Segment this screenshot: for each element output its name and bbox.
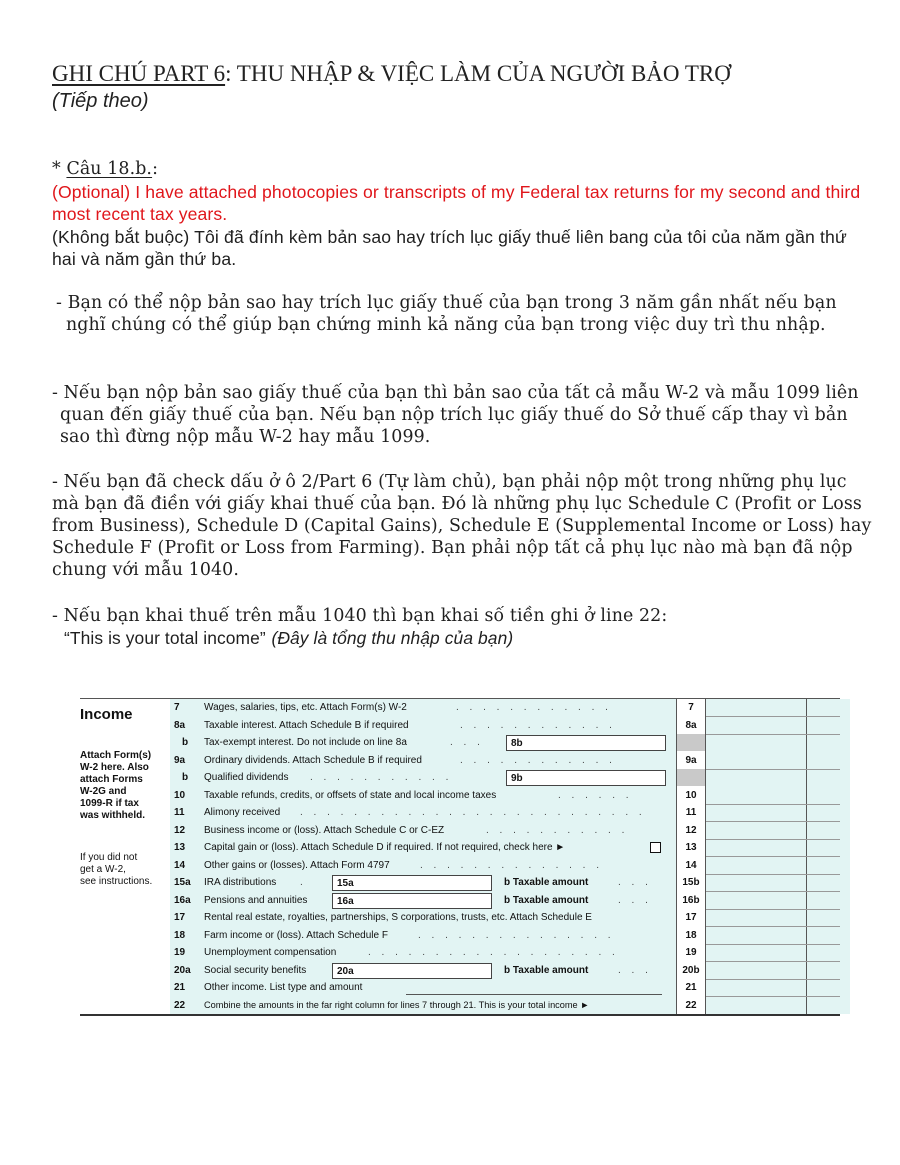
input-9b[interactable]: 9b: [506, 770, 666, 786]
income-heading: Income: [80, 706, 133, 723]
total-income-quote: “This is your total income”: [64, 628, 266, 648]
other-income-field[interactable]: [406, 994, 662, 995]
form-row-20: 20a Social security benefits 20a b Taxable amount . . . 20b: [170, 962, 840, 980]
form-row-17: 17 Rental real estate, royalties, partnerships, S corporations, trusts, etc. Attach Schedule E 17: [170, 909, 840, 927]
taxable-amount-label: b Taxable amount: [504, 894, 589, 906]
bullet-3: - Nếu bạn đã check dấu ở ô 2/Part 6 (Tự làm chủ), bạn phải nộp một trong những phụ lục mà bạn đã điền với giấy khai thuế của bạn. Đó là những phụ lục Schedule C (Profit or Loss from Business), Schedule D (Capital Gains), Schedule E (Supplemental Income or Loss) hay Schedule F (Profit or Loss from Farming). Bạn phải nộp tất cả phụ lục nào mà bạn đã nộp chung với mẫu 1040.: [52, 472, 872, 580]
title-rest: : THU NHẬP & VIỆC LÀM CỦA NGƯỜI BẢO TRỢ: [225, 61, 731, 86]
form-row-12: 12 Business income or (loss). Attach Schedule C or C-EZ . . . . . . . . . . . 12: [170, 822, 840, 840]
page-title: [52, 60, 872, 88]
form-row-19: 19 Unemployment compensation . . . . . . . . . . . . . . . . . . . 19: [170, 944, 840, 962]
form-1040-income-excerpt: [80, 698, 840, 1016]
total-income-translation: (Đây là tổng thu nhập của bạn): [271, 628, 514, 648]
vietnamese-statement: (Không bắt buộc) Tôi đã đính kèm bản sao hay trích lục giấy thuế liên bang của tôi của năm gần thứ hai và năm gần thứ ba.: [52, 227, 847, 269]
form-row-9b: b Qualified dividends . . . . . . . . . . . 9b: [170, 769, 840, 787]
form-row-22: 22 Combine the amounts in the far right column for lines 7 through 21. This is your total income ► 22: [174, 999, 697, 1011]
form-row-13: 13 Capital gain or (loss). Attach Schedule D if required. If not required, check here ► 13: [170, 839, 840, 857]
bullet-4: [52, 605, 867, 650]
section-label: * Câu 18.b.:: [52, 159, 159, 179]
form-row-14: 14 Other gains or (losses). Attach Form 4797 . . . . . . . . . . . . . . 14: [170, 857, 840, 875]
no-w2-note: If you did not get a W-2, see instructions.: [80, 852, 153, 887]
bullet-2: - Nếu bạn nộp bản sao giấy thuế của bạn thì bản sao của tất cả mẫu W-2 và mẫu 1099 liên quan đến giấy thuế của bạn. Nếu bạn nộp trích lục giấy thuế do Sở thuế cấp thay vì bản sao thì đừng nộp mẫu W-2 hay mẫu 1099.: [52, 383, 859, 447]
question-number: Câu 18.b.: [66, 159, 153, 179]
form-row-9a: 9a Ordinary dividends. Attach Schedule B if required . . . . . . . . . . . . 9a: [170, 752, 840, 770]
english-statement: (Optional) I have attached photocopies or transcripts of my Federal tax returns for my second and third most recent tax years.: [52, 182, 861, 224]
form-row-15: 15a IRA distributions . 15a b Taxable amount . . . 15b: [170, 874, 840, 892]
form-row-8b: b Tax-exempt interest. Do not include on line 8a . . . 8b: [170, 734, 840, 752]
form-row-10: 10 Taxable refunds, credits, or offsets of state and local income taxes . . . . . . 10: [170, 787, 840, 805]
capital-gain-checkbox[interactable]: [650, 842, 661, 853]
title-underlined: GHI CHÚ PART 6: [52, 61, 226, 86]
form-row-21: 21 Other income. List type and amount 21: [170, 979, 840, 997]
input-15a[interactable]: 15a: [332, 875, 492, 891]
page-subtitle: (Tiếp theo): [52, 90, 149, 112]
bullet-4-line: - Nếu bạn khai thuế trên mẫu 1040 thì bạn khai số tiền ghi ở line 22:: [52, 606, 668, 626]
form-row-11: 11 Alimony received . . . . . . . . . . . . . . . . . . . . . . . . . . 11: [170, 804, 840, 822]
attach-forms-note: Attach Form(s) W-2 here. Also attach Forms W-2G and 1099-R if tax was withheld.: [80, 750, 152, 821]
input-20a[interactable]: 20a: [332, 963, 492, 979]
form-row-18: 18 Farm income or (loss). Attach Schedule F . . . . . . . . . . . . . . . 18: [170, 927, 840, 945]
taxable-amount-label: b Taxable amount: [504, 964, 589, 976]
form-row-16: 16a Pensions and annuities 16a b Taxable amount . . . 16b: [170, 892, 840, 910]
form-row-7: 7 Wages, salaries, tips, etc. Attach Form(s) W-2 . . . . . . . . . . . . 7: [170, 699, 840, 717]
form-row-8a: 8a Taxable interest. Attach Schedule B if required . . . . . . . . . . . . 8a: [170, 717, 840, 735]
input-16a[interactable]: 16a: [332, 893, 492, 909]
input-8b[interactable]: 8b: [506, 735, 666, 751]
bullet-1: - Bạn có thể nộp bản sao hay trích lục giấy thuế của bạn trong 3 năm gần nhất nếu bạn nghĩ chúng có thể giúp bạn chứng minh kả năng của bạn trong việc duy trì thu nhập.: [56, 293, 837, 335]
taxable-amount-label: b Taxable amount: [504, 877, 589, 888]
